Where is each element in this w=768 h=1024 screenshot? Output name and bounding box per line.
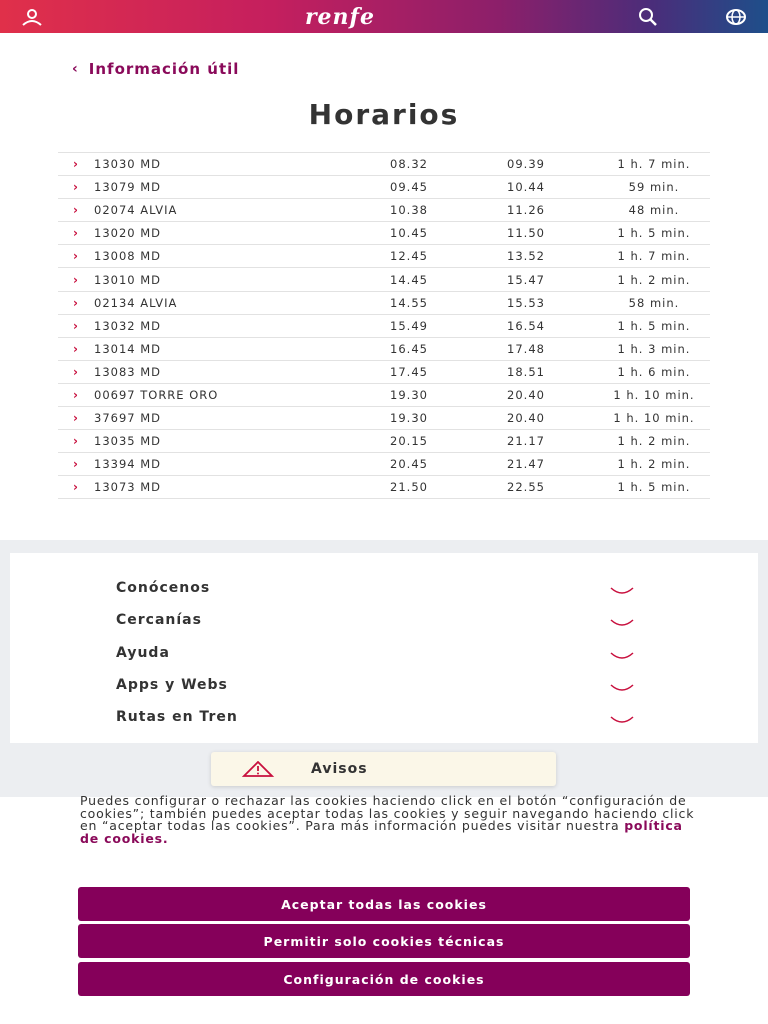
departure-time: 08.32 [390,157,428,172]
chevron-right-icon: › [73,249,79,264]
arrival-time: 21.47 [507,457,545,472]
table-row[interactable] [58,407,710,430]
chevron-right-icon: › [73,480,79,495]
chevron-down-icon[interactable] [610,651,634,661]
departure-time: 16.45 [390,341,428,356]
chevron-right-icon: › [73,364,79,379]
trip-duration: 1 h. 2 min. [617,434,691,449]
train-number: 13008 MD [94,249,162,264]
table-row[interactable] [58,315,710,338]
departure-time: 14.45 [390,272,428,287]
arrival-time: 20.40 [507,411,545,426]
arrival-time: 15.53 [507,295,545,310]
technical-cookies-button[interactable]: Permitir solo cookies técnicas [78,924,690,958]
arrival-time: 15.47 [507,272,545,287]
trip-duration: 1 h. 2 min. [617,272,691,287]
accept-all-cookies-button[interactable]: Aceptar todas las cookies [78,887,690,921]
trip-duration: 1 h. 3 min. [617,341,691,356]
trip-duration: 1 h. 5 min. [617,480,691,495]
chevron-right-icon: › [73,387,79,402]
table-row[interactable] [58,153,710,176]
table-row[interactable] [58,384,710,407]
table-row[interactable] [58,361,710,384]
chevron-down-icon[interactable] [610,586,634,596]
cookie-policy-link[interactable]: política de cookies. [80,818,683,846]
arrival-time: 11.26 [507,203,545,218]
table-row[interactable] [58,338,710,361]
arrival-time: 17.48 [507,341,545,356]
table-row[interactable] [58,245,710,268]
trip-duration: 48 min. [628,203,680,218]
alerts-button[interactable] [211,752,556,786]
chevron-right-icon: › [73,157,79,172]
train-number: 13079 MD [94,180,162,195]
train-number: 02074 ALVIA [94,203,178,218]
chevron-right-icon: › [73,180,79,195]
chevron-down-icon[interactable] [610,715,634,725]
footer-item-cercanias[interactable]: Cercanías [116,612,202,628]
arrival-time: 11.50 [507,226,545,241]
trip-duration: 1 h. 7 min. [617,249,691,264]
arrival-time: 13.52 [507,249,545,264]
trip-duration: 58 min. [628,295,680,310]
train-number: 13030 MD [94,157,162,172]
cookie-banner [0,793,768,1024]
trip-duration: 1 h. 10 min. [613,387,695,402]
train-number: 13020 MD [94,226,162,241]
globe-icon[interactable] [722,3,750,31]
trip-duration: 1 h. 2 min. [617,457,691,472]
train-number: 13073 MD [94,480,162,495]
arrival-time: 21.17 [507,434,545,449]
trip-duration: 1 h. 10 min. [613,411,695,426]
trip-duration: 1 h. 5 min. [617,318,691,333]
table-row[interactable] [58,222,710,245]
table-row[interactable] [58,476,710,499]
trip-duration: 1 h. 5 min. [617,226,691,241]
train-number: 13035 MD [94,434,162,449]
train-number: 13394 MD [94,457,162,472]
table-row[interactable] [58,268,710,291]
table-row[interactable] [58,430,710,453]
departure-time: 15.49 [390,318,428,333]
departure-time: 09.45 [390,180,428,195]
chevron-down-icon[interactable] [610,683,634,693]
arrival-time: 16.54 [507,318,545,333]
cookie-message: Puedes configurar o rechazar las cookies haciendo click en el botón “configuración de cookies”; también puedes aceptar todas las cookies y seguir navegando haciendo click en “aceptar todas las cookies”. Para más información puedes visitar nuestra [80,793,695,833]
train-number: 13010 MD [94,272,162,287]
top-bar [0,0,768,33]
departure-time: 10.45 [390,226,428,241]
page-title: Horarios [308,98,460,131]
departure-time: 10.38 [390,203,428,218]
train-number: 13083 MD [94,364,162,379]
train-number: 13014 MD [94,341,162,356]
trip-duration: 1 h. 6 min. [617,364,691,379]
arrival-time: 22.55 [507,480,545,495]
footer-item-apps-webs[interactable]: Apps y Webs [116,677,228,693]
footer-item-conocenos[interactable]: Conócenos [116,580,211,596]
table-row[interactable] [58,176,710,199]
departure-time: 20.15 [390,434,428,449]
train-number: 13032 MD [94,318,162,333]
chevron-right-icon: › [73,411,79,426]
train-number: 00697 TORRE ORO [94,387,219,402]
footer-item-ayuda[interactable]: Ayuda [116,645,170,661]
user-icon[interactable] [18,3,46,31]
departure-time: 17.45 [390,364,428,379]
trip-duration: 1 h. 7 min. [617,157,691,172]
renfe-logo[interactable]: renfe [304,3,376,30]
train-number: 02134 ALVIA [94,295,178,310]
chevron-right-icon: › [73,295,79,310]
arrival-time: 18.51 [507,364,545,379]
chevron-right-icon: › [73,341,79,356]
back-link-label: Información útil [88,60,240,78]
timetable [58,152,710,499]
departure-time: 19.30 [390,411,428,426]
train-number: 37697 MD [94,411,162,426]
chevron-left-icon: ‹ [72,61,79,77]
chevron-right-icon: › [73,203,79,218]
table-row[interactable] [58,199,710,222]
cookie-settings-button[interactable]: Configuración de cookies [78,962,690,996]
search-icon[interactable] [634,3,662,31]
cookie-text [80,795,700,845]
chevron-right-icon: › [73,457,79,472]
header-actions [634,3,750,31]
table-row[interactable] [58,292,710,315]
chevron-down-icon[interactable] [610,618,634,628]
departure-time: 20.45 [390,457,428,472]
warning-icon [241,760,275,778]
chevron-right-icon: › [73,318,79,333]
departure-time: 14.55 [390,295,428,310]
chevron-right-icon: › [73,226,79,241]
footer-item-rutas[interactable]: Rutas en Tren [116,709,238,725]
departure-time: 12.45 [390,249,428,264]
arrival-time: 10.44 [507,180,545,195]
arrival-time: 09.39 [507,157,545,172]
back-link[interactable] [72,60,239,78]
table-row[interactable] [58,453,710,476]
alerts-label: Avisos [311,761,368,777]
departure-time: 19.30 [390,387,428,402]
departure-time: 21.50 [390,480,428,495]
chevron-right-icon: › [73,434,79,449]
arrival-time: 20.40 [507,387,545,402]
trip-duration: 59 min. [628,180,680,195]
chevron-right-icon: › [73,272,79,287]
